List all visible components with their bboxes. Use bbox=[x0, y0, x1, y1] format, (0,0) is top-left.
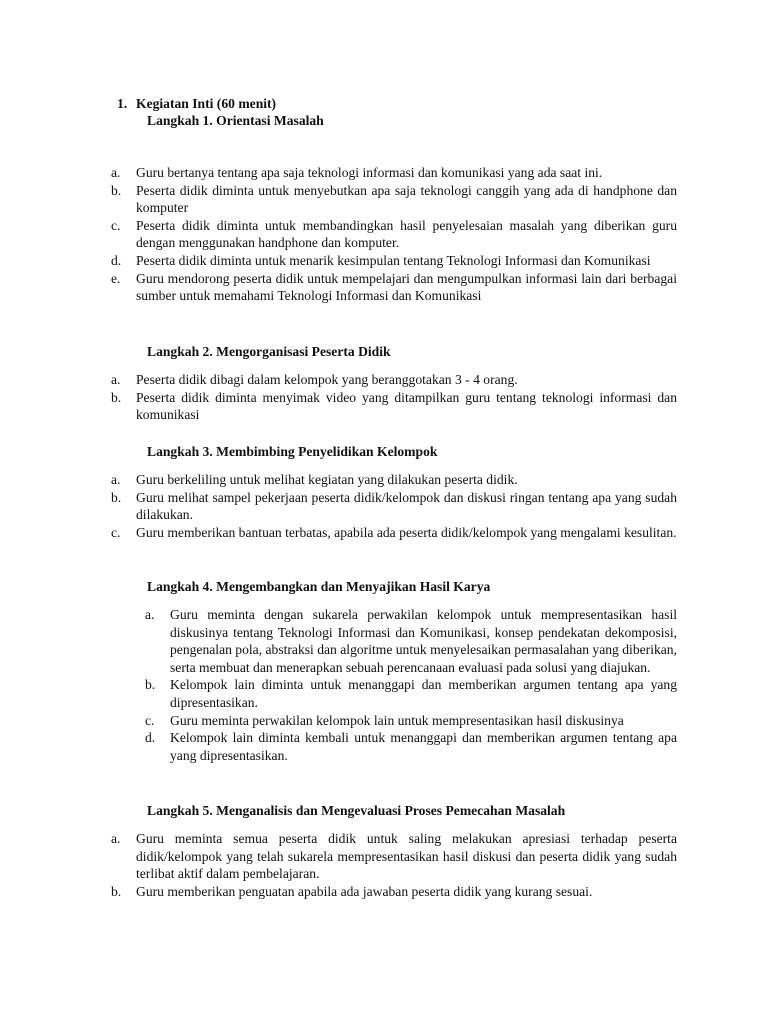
step-5-title: Langkah 5. Menganalisis dan Mengevaluasi Proses Pemecahan Masalah bbox=[147, 803, 566, 818]
list-item bbox=[111, 389, 677, 424]
list-item bbox=[111, 182, 677, 217]
list-item-text: Guru berkeliling untuk melihat kegiatan yang dilakukan peserta didik. bbox=[136, 472, 518, 487]
list-item bbox=[111, 270, 677, 305]
list-item-text: Kelompok lain diminta kembali untuk menanggapi dan memberikan argumen tentang apa yang dipresentasikan. bbox=[170, 730, 677, 763]
section-heading bbox=[117, 95, 276, 113]
list-item bbox=[145, 729, 677, 764]
list-marker: b. bbox=[111, 489, 122, 505]
list-item-text: Guru meminta perwakilan kelompok lain untuk mempresentasikan hasil diskusinya bbox=[170, 712, 624, 728]
list-item bbox=[145, 712, 677, 730]
list-item bbox=[111, 252, 677, 270]
list-item-text: Guru mendorong peserta didik untuk mempelajari dan mengumpulkan informasi lain dari berbagai sumber untuk memahami Teknologi Informasi dan Komunikasi bbox=[136, 270, 677, 304]
list-marker: a. bbox=[111, 831, 121, 846]
list-item bbox=[111, 217, 677, 252]
step-2-title: Langkah 2. Mengorganisasi Peserta Didik bbox=[147, 344, 391, 359]
step-3-list bbox=[111, 471, 677, 541]
list-item bbox=[111, 830, 677, 883]
list-item-text: Guru meminta dengan sukarela perwakilan kelompok untuk mempresentasikan hasil diskusinya tentang Teknologi Informasi dan Komunikasi, konsep pendekatan dekomposisi, pengenalan pola, abstraksi dan algoritme untuk menyelesaikan permasalahan yang diberikan, serta membuat dan menerapkan sebuah perencanaan evaluasi pada solusi yang diajukan. bbox=[170, 607, 677, 675]
step-1-title: Langkah 1. Orientasi Masalah bbox=[147, 113, 324, 128]
list-marker: a. bbox=[145, 607, 155, 622]
list-item-text: Peserta didik diminta untuk membandingkan hasil penyelesaian masalah yang diberikan guru dengan menggunakan handphone dan komputer. bbox=[136, 217, 677, 251]
list-item bbox=[111, 471, 677, 489]
list-marker: a. bbox=[111, 372, 121, 387]
list-marker: d. bbox=[145, 730, 156, 746]
list-item-text: Peserta didik diminta untuk menyebutkan apa saja teknologi canggih yang ada di handphone dan komputer bbox=[136, 182, 677, 216]
list-item-text: Kelompok lain diminta untuk menanggapi dan memberikan argumen tentang apa yang dipresentasikan. bbox=[170, 677, 677, 710]
list-item-text: Peserta didik dibagi dalam kelompok yang beranggotakan 3 - 4 orang. bbox=[136, 372, 518, 387]
list-item-text: Guru melihat sampel pekerjaan peserta didik/kelompok dan diskusi ringan tentang apa yang sudah dilakukan. bbox=[136, 489, 677, 523]
list-item bbox=[111, 371, 677, 389]
section-number: 1. bbox=[117, 96, 128, 111]
list-item-text: Peserta didik diminta menyimak video yang ditampilkan guru tentang teknologi informasi dan komunikasi bbox=[136, 389, 677, 423]
section-title: Kegiatan Inti (60 menit) bbox=[136, 96, 277, 111]
list-marker: b. bbox=[145, 677, 156, 693]
step-5-list bbox=[111, 830, 677, 900]
step-1-list bbox=[111, 164, 677, 305]
list-marker: c. bbox=[145, 712, 155, 728]
list-marker: e. bbox=[111, 270, 121, 286]
list-item-text: Guru memberikan penguatan apabila ada jawaban peserta didik yang kurang sesuai. bbox=[136, 883, 593, 899]
list-marker: c. bbox=[111, 524, 121, 540]
step-3-title: Langkah 3. Membimbing Penyelidikan Kelompok bbox=[147, 444, 438, 459]
list-marker: b. bbox=[111, 182, 122, 198]
list-item bbox=[111, 164, 677, 182]
list-item bbox=[111, 489, 677, 524]
list-item bbox=[111, 883, 677, 901]
list-item bbox=[145, 676, 677, 711]
step-2-list bbox=[111, 371, 677, 424]
list-marker: c. bbox=[111, 217, 121, 233]
list-item bbox=[111, 524, 677, 542]
list-marker: b. bbox=[111, 883, 122, 899]
list-item-text: Guru memberikan bantuan terbatas, apabila ada peserta didik/kelompok yang mengalami kesulitan. bbox=[136, 524, 677, 540]
list-marker: a. bbox=[111, 472, 121, 487]
step-4-title: Langkah 4. Mengembangkan dan Menyajikan Hasil Karya bbox=[147, 579, 491, 594]
list-marker: b. bbox=[111, 389, 122, 405]
step-4-list bbox=[145, 606, 677, 764]
list-item-text: Peserta didik diminta untuk menarik kesimpulan tentang Teknologi Informasi dan Komunikasi bbox=[136, 252, 651, 268]
list-marker: a. bbox=[111, 165, 121, 180]
list-item bbox=[145, 606, 677, 676]
list-item-text: Guru meminta semua peserta didik untuk saling melakukan apresiasi terhadap peserta didik/kelompok yang telah sukarela mempresentasikan hasil diskusi dan peserta didik yang sudah terlibat aktif dalam pembelajaran. bbox=[136, 831, 677, 882]
list-item-text: Guru bertanya tentang apa saja teknologi informasi dan komunikasi yang ada saat ini. bbox=[136, 165, 603, 180]
list-marker: d. bbox=[111, 252, 122, 268]
